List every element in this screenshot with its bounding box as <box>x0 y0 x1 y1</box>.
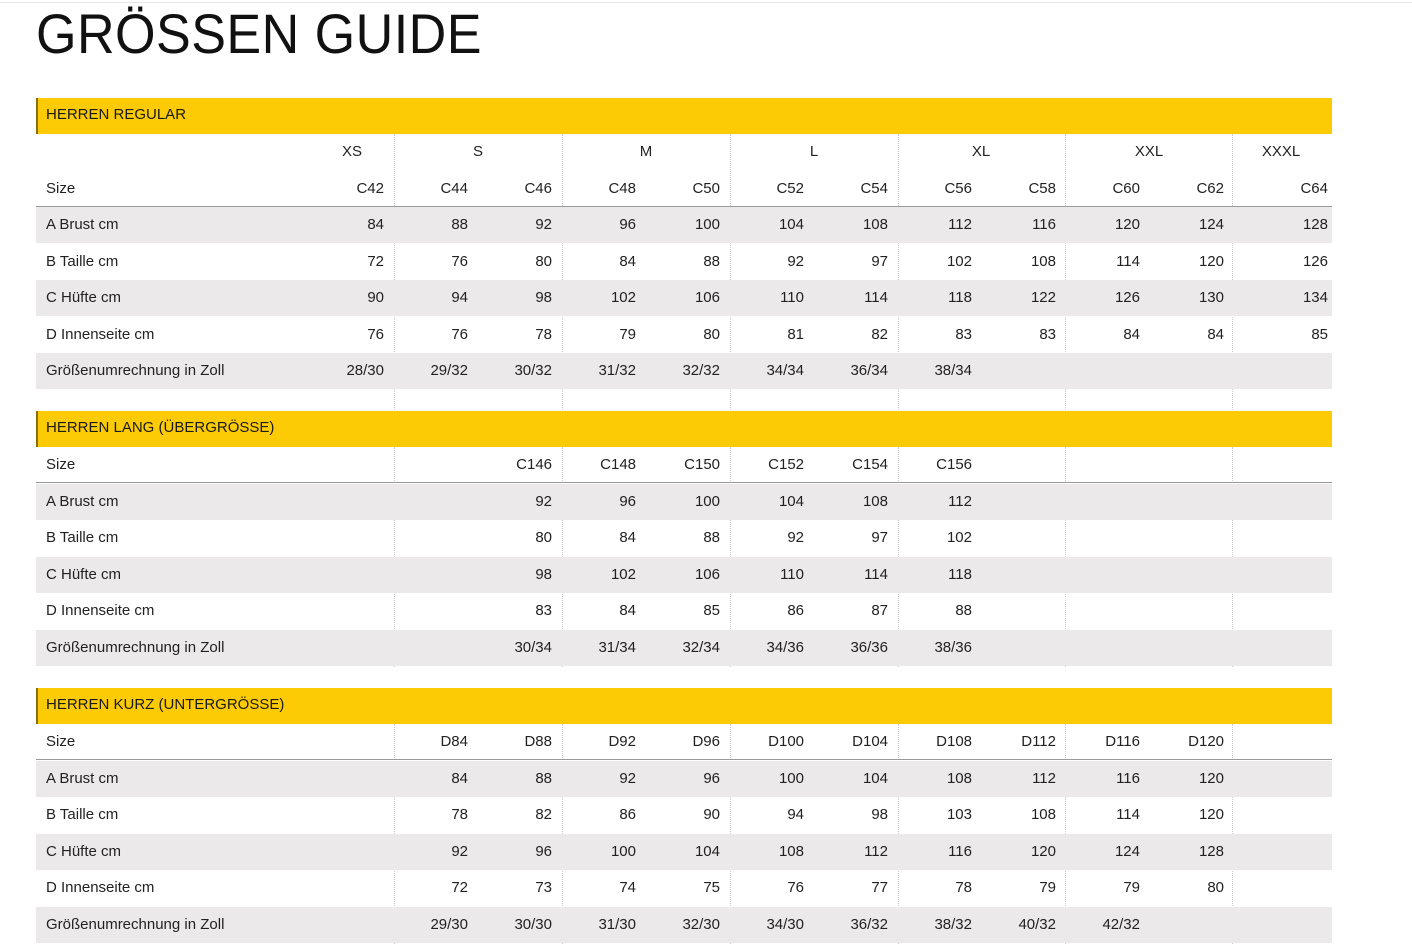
table-cell: 116 <box>1116 769 1140 787</box>
table-cell: 124 <box>1198 216 1224 233</box>
table-cell: 29/32 <box>430 362 468 379</box>
table-cell: 32/34 <box>682 638 720 656</box>
table-cell: 84 <box>619 252 636 270</box>
table-cell: 108 <box>862 216 888 233</box>
page-title: GRÖSSEN GUIDE <box>36 2 482 65</box>
table-row <box>36 353 1332 389</box>
table-cell: 38/32 <box>934 915 972 933</box>
table-cell: 78 <box>451 806 468 823</box>
size-code: D104 <box>852 733 888 750</box>
table-row <box>36 630 1332 666</box>
table-cell: 102 <box>610 289 636 306</box>
table-cell: 88 <box>451 216 468 233</box>
table-cell: 103 <box>946 806 972 823</box>
table-cell: 98 <box>535 289 552 306</box>
table-cell: 73 <box>535 879 552 896</box>
table-row <box>36 834 1332 870</box>
table-cell: 31/34 <box>598 638 636 656</box>
table-cell: 116 <box>1032 216 1056 233</box>
size-group-label: S <box>472 143 483 160</box>
row-label: B Taille cm <box>46 529 119 546</box>
size-code: D92 <box>608 733 636 750</box>
table-title-band <box>36 411 1332 447</box>
table-cell: 32/30 <box>682 915 720 933</box>
size-code: D108 <box>936 733 972 750</box>
row-label: D Innenseite cm <box>46 879 155 896</box>
table-cell: 82 <box>535 806 552 823</box>
table-cell: 92 <box>787 529 804 546</box>
table-cell: 104 <box>778 492 804 510</box>
size-code: D100 <box>768 733 804 750</box>
size-code: C42 <box>356 179 384 197</box>
size-code: D88 <box>524 733 552 750</box>
table-cell: 76 <box>787 879 804 896</box>
table-cell: 128 <box>1198 842 1224 860</box>
table-cell: 87 <box>871 602 888 619</box>
table-cell: 112 <box>948 492 972 510</box>
size-code: C48 <box>608 179 636 197</box>
table-cell: 88 <box>955 602 972 619</box>
table-cell: 38/36 <box>934 638 972 656</box>
table-cell: 112 <box>864 842 888 860</box>
table-cell: 106 <box>694 565 720 583</box>
table-cell: 122 <box>1030 289 1056 306</box>
size-group-label: XXXL <box>1261 143 1301 160</box>
table-cell: 79 <box>1123 879 1140 896</box>
table-cell: 96 <box>619 216 636 233</box>
table-cell: 88 <box>535 769 552 787</box>
table-cell: 79 <box>1039 879 1056 896</box>
size-code-row <box>36 724 1332 760</box>
table-cell: 83 <box>1039 325 1056 343</box>
table-cell: 100 <box>610 842 636 860</box>
band-accent <box>36 98 38 134</box>
table-row <box>36 280 1332 316</box>
size-code: C46 <box>524 179 552 197</box>
table-cell: 31/32 <box>598 362 636 379</box>
table-cell: 76 <box>451 325 468 343</box>
table-cell: 75 <box>703 879 720 896</box>
table-cell: 97 <box>871 252 888 270</box>
table-cell: 100 <box>694 216 720 233</box>
table-cell: 85 <box>1311 325 1328 343</box>
size-code: C146 <box>516 456 552 473</box>
table-cell: 128 <box>1302 216 1328 233</box>
table-cell: 80 <box>535 252 552 270</box>
row-label: C Hüfte cm <box>46 565 122 583</box>
table-cell: 34/34 <box>766 362 804 379</box>
size-code: C152 <box>768 456 804 473</box>
table-cell: 96 <box>619 492 636 510</box>
table-title-band <box>36 98 1332 134</box>
table-cell: 90 <box>703 806 720 823</box>
row-label: B Taille cm <box>46 252 119 270</box>
row-label: Größenumrechnung in Zoll <box>46 362 225 379</box>
table-cell: 79 <box>619 325 636 343</box>
size-code: C50 <box>692 179 720 197</box>
table-cell: 72 <box>367 252 384 270</box>
table-cell: 83 <box>535 602 552 619</box>
table-cell: 76 <box>451 252 468 270</box>
table-cell: 114 <box>1116 252 1140 270</box>
table-cell: 130 <box>1198 289 1224 306</box>
table-cell: 134 <box>1302 289 1328 306</box>
table-cell: 114 <box>1116 806 1140 823</box>
table-cell: 78 <box>535 325 552 343</box>
band-accent <box>36 688 38 724</box>
size-guide <box>36 98 1332 948</box>
table-cell: 74 <box>619 879 636 896</box>
table-cell: 78 <box>955 879 972 896</box>
table-cell: 102 <box>946 252 972 270</box>
table-cell: 84 <box>367 216 384 233</box>
row-label: A Brust cm <box>46 769 119 787</box>
table-cell: 126 <box>1302 252 1328 270</box>
table-cell: 124 <box>1114 842 1140 860</box>
table-cell: 86 <box>619 806 636 823</box>
row-label: C Hüfte cm <box>46 842 122 860</box>
table-cell: 90 <box>367 289 384 306</box>
size-code: C154 <box>852 456 888 473</box>
table-cell: 102 <box>610 565 636 583</box>
table-cell: 120 <box>1198 769 1224 787</box>
table-cell: 80 <box>535 529 552 546</box>
table-cell: 116 <box>948 842 972 860</box>
table-cell: 34/30 <box>766 915 804 933</box>
row-label: Size <box>46 733 76 750</box>
size-code: D120 <box>1188 733 1224 750</box>
table-cell: 30/30 <box>514 915 552 933</box>
table-cell: 92 <box>787 252 804 270</box>
table-cell: 126 <box>1114 289 1140 306</box>
table-cell: 36/32 <box>850 915 888 933</box>
table-cell: 92 <box>619 769 636 787</box>
table-cell: 100 <box>778 769 804 787</box>
table-cell: 84 <box>619 529 636 546</box>
table-cell: 104 <box>694 842 720 860</box>
row-label: C Hüfte cm <box>46 289 122 306</box>
table-cell: 88 <box>703 252 720 270</box>
table-cell: 96 <box>703 769 720 787</box>
table-cell: 120 <box>1030 842 1056 860</box>
table-cell: 112 <box>948 216 972 233</box>
row-label: Größenumrechnung in Zoll <box>46 915 225 933</box>
table-cell: 98 <box>871 806 888 823</box>
table-cell: 108 <box>946 769 972 787</box>
row-label: Size <box>46 456 76 473</box>
table-cell: 108 <box>862 492 888 510</box>
table-cell: 76 <box>367 325 384 343</box>
table-cell: 72 <box>451 879 468 896</box>
table-cell: 96 <box>535 842 552 860</box>
table-cell: 110 <box>780 565 804 583</box>
band-accent <box>36 411 38 447</box>
table-cell: 114 <box>864 565 888 583</box>
table-cell: 100 <box>694 492 720 510</box>
table-row <box>36 317 1332 353</box>
table-cell: 114 <box>864 289 888 306</box>
table-cell: 97 <box>871 529 888 546</box>
table-cell: 92 <box>451 842 468 860</box>
size-code: C56 <box>944 179 972 197</box>
row-label: A Brust cm <box>46 216 119 233</box>
size-code: C52 <box>776 179 804 197</box>
size-code-row <box>36 171 1332 207</box>
table-row <box>36 797 1332 833</box>
table-cell: 30/32 <box>514 362 552 379</box>
table-cell: 108 <box>1030 252 1056 270</box>
table-cell: 29/30 <box>430 915 468 933</box>
size-code: C148 <box>600 456 636 473</box>
table-cell: 80 <box>703 325 720 343</box>
table-cell: 83 <box>955 325 972 343</box>
table-row <box>36 557 1332 593</box>
table-cell: 92 <box>535 216 552 233</box>
table-cell: 92 <box>535 492 552 510</box>
row-label: D Innenseite cm <box>46 325 155 343</box>
size-code: D96 <box>692 733 720 750</box>
table-row <box>36 484 1332 520</box>
size-group-row <box>36 134 1332 170</box>
row-label: Größenumrechnung in Zoll <box>46 638 225 656</box>
table-title: HERREN REGULAR <box>46 106 187 123</box>
size-code: C64 <box>1300 179 1328 197</box>
size-group-label: M <box>639 143 653 160</box>
size-code: C60 <box>1112 179 1140 197</box>
table-cell: 108 <box>1030 806 1056 823</box>
table-cell: 31/30 <box>598 915 636 933</box>
table-cell: 94 <box>451 289 468 306</box>
table-cell: 102 <box>946 529 972 546</box>
table-row <box>36 870 1332 906</box>
table-cell: 94 <box>787 806 804 823</box>
table-cell: 86 <box>787 602 804 619</box>
table-cell: 85 <box>703 602 720 619</box>
table-cell: 108 <box>778 842 804 860</box>
table-cell: 112 <box>1032 769 1056 787</box>
table-row <box>36 207 1332 243</box>
table-cell: 120 <box>1114 216 1140 233</box>
table-cell: 106 <box>694 289 720 306</box>
table-title: HERREN KURZ (UNTERGRÖSSE) <box>46 696 285 713</box>
table-row <box>36 761 1332 797</box>
table-cell: 84 <box>1123 325 1140 343</box>
size-group-label: L <box>809 143 819 160</box>
table-cell: 42/32 <box>1102 915 1140 933</box>
table-title: HERREN LANG (ÜBERGRÖSSE) <box>46 419 275 436</box>
table-title-band <box>36 688 1332 724</box>
table-cell: 88 <box>703 529 720 546</box>
table-cell: 104 <box>862 769 888 787</box>
size-code-row <box>36 447 1332 483</box>
table-row <box>36 244 1332 280</box>
size-code: C44 <box>440 179 468 197</box>
table-row <box>36 520 1332 556</box>
size-code: D84 <box>440 733 468 750</box>
table-row <box>36 593 1332 629</box>
table-cell: 98 <box>535 565 552 583</box>
size-group-label: XS <box>341 143 362 160</box>
table-cell: 84 <box>1207 325 1224 343</box>
table-cell: 30/34 <box>514 638 552 656</box>
table-cell: 118 <box>948 289 972 306</box>
size-code: C54 <box>860 179 888 197</box>
table-cell: 36/34 <box>850 362 888 379</box>
size-code: C58 <box>1028 179 1056 197</box>
table-cell: 36/36 <box>850 638 888 656</box>
table-cell: 104 <box>778 216 804 233</box>
table-cell: 32/32 <box>682 362 720 379</box>
row-label: A Brust cm <box>46 492 119 510</box>
table-cell: 77 <box>871 879 888 896</box>
size-group-label: XXL <box>1134 143 1164 160</box>
table-row <box>36 907 1332 943</box>
table-cell: 120 <box>1198 252 1224 270</box>
table-cell: 110 <box>780 289 804 306</box>
table-cell: 28/30 <box>346 362 384 379</box>
table-cell: 84 <box>451 769 468 787</box>
size-code: C62 <box>1196 179 1224 197</box>
table-cell: 118 <box>948 565 972 583</box>
table-cell: 40/32 <box>1018 915 1056 933</box>
size-code: C150 <box>684 456 720 473</box>
table-cell: 38/34 <box>934 362 972 379</box>
size-code: C156 <box>936 456 972 473</box>
table-cell: 81 <box>787 325 804 343</box>
row-label: B Taille cm <box>46 806 119 823</box>
row-label: Size <box>46 179 76 197</box>
size-group-label: XL <box>971 143 991 160</box>
table-cell: 82 <box>871 325 888 343</box>
table-cell: 120 <box>1198 806 1224 823</box>
table-cell: 34/36 <box>766 638 804 656</box>
size-code: D116 <box>1105 733 1140 750</box>
size-code: D112 <box>1021 733 1056 750</box>
row-label: D Innenseite cm <box>46 602 155 619</box>
table-cell: 80 <box>1207 879 1224 896</box>
table-cell: 84 <box>619 602 636 619</box>
